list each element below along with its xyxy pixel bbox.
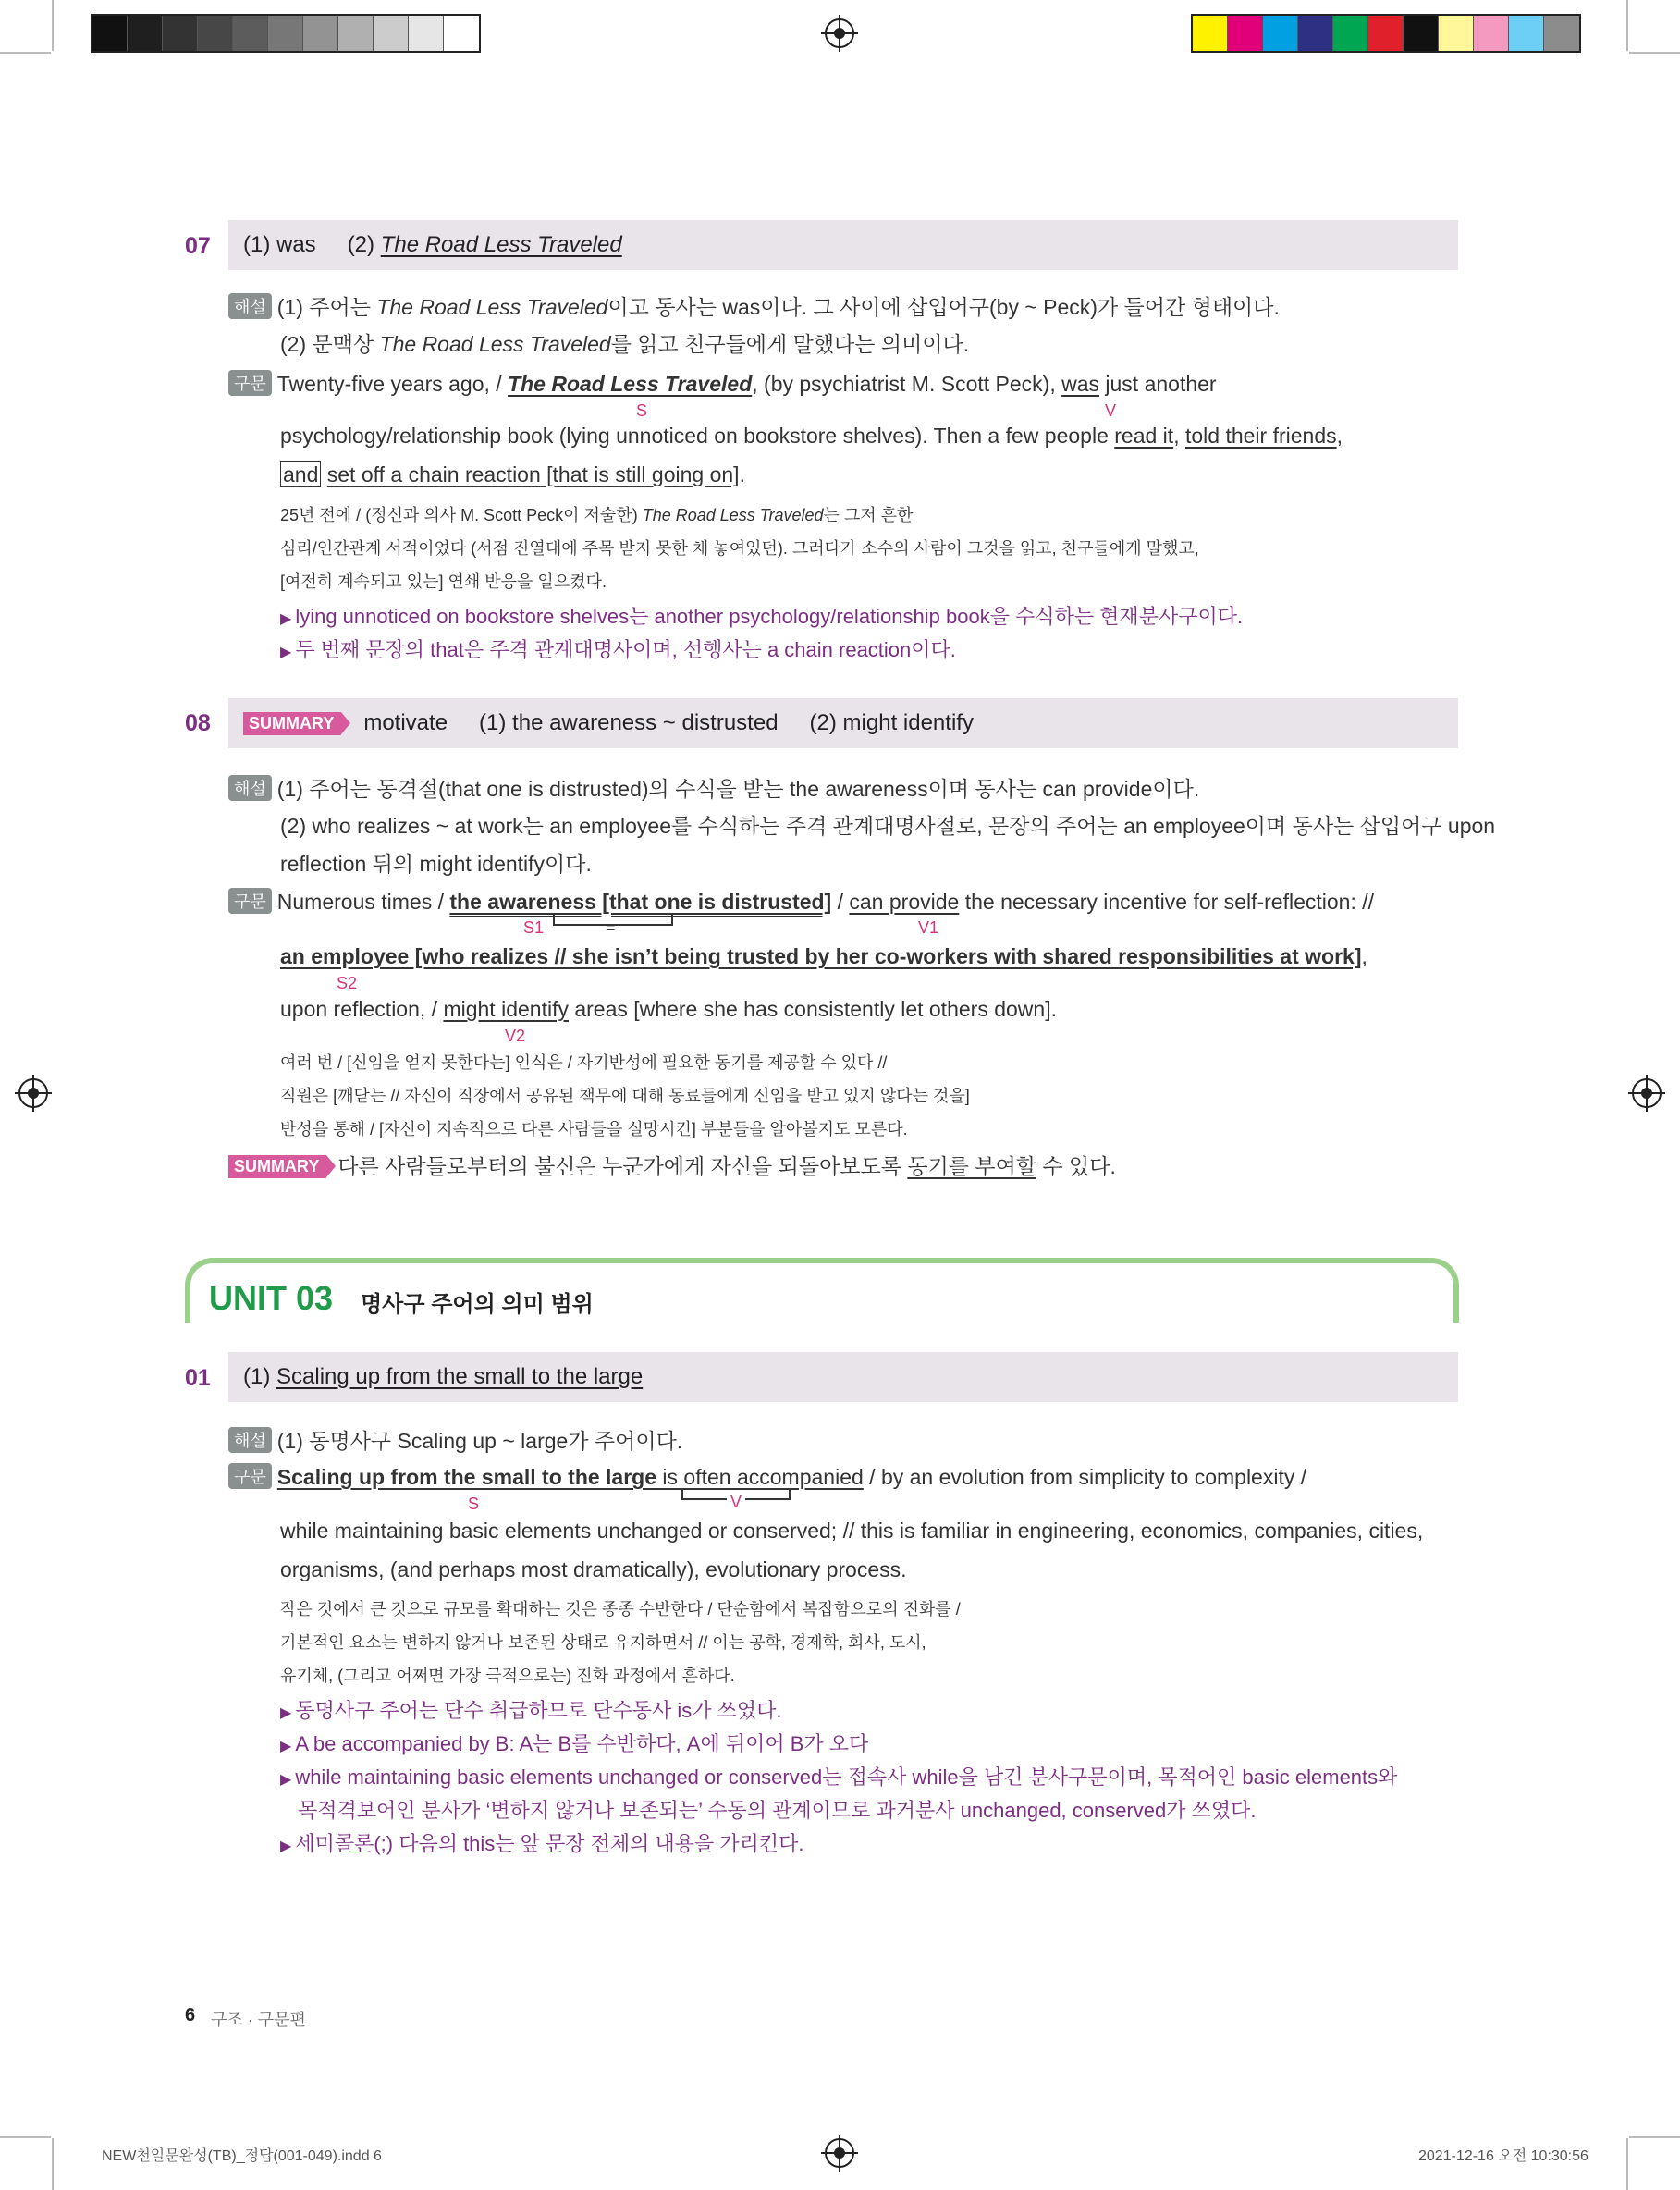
answer-bar [228,1352,1458,1402]
triangle-bullet-icon: ▶ [280,645,292,660]
color-swatch [1263,16,1298,51]
translation-line: [여전히 계속되고 있는] 연쇄 반응을 일으켰다. [280,572,607,591]
color-swatch [1368,16,1404,51]
color-swatch [1509,16,1544,51]
explanation-line: 해설 (1) 주어는 동격절(that one is distrusted)의 수식을 받는 the awareness이며 동사는 can provide이다. [228,772,1199,803]
subject-mark: S [636,401,648,420]
unit-title: UNIT 03 [209,1279,334,1317]
color-swatch [303,16,338,51]
grammar-note: ▶ 세미콜론(;) 다음의 this는 앞 문장 전체의 내용을 가리킨다. [280,1832,804,1855]
crop-mark [1629,52,1680,54]
structure-line: and set off a chain reaction [that is still going on]. [280,462,745,487]
color-swatch [128,16,163,51]
crop-mark [1626,0,1628,51]
grammar-note: ▶ A be accompanied by B: A는 B를 수반하다, A에 뒤이어 B가 오다 [280,1732,869,1755]
grammar-note: ▶ lying unnoticed on bookstore shelves는 another psychology/relationship book을 수식하는 현재분사구이다. [280,605,1244,628]
structure-line: while maintaining basic elements unchanged or conserved; // this is familiar in engineering, economics, companies, cities, [280,1519,1424,1543]
registration-mark-left [18,1078,48,1108]
subject-mark: S2 [337,974,358,992]
triangle-bullet-icon: ▶ [280,1739,292,1754]
haeseol-tag: 해설 [228,775,272,801]
color-swatch [1404,16,1439,51]
color-swatch [268,16,303,51]
color-swatch [338,16,374,51]
color-swatch [374,16,409,51]
color-swatch-bar [1191,14,1581,53]
gumun-tag: 구문 [228,370,272,396]
grammar-note: ▶ while maintaining basic elements unchanged or conserved는 접속사 while을 남긴 분사구문이며, 목적어인 basic elements와 [280,1766,1398,1789]
explanation-line: (2) who realizes ~ at work는 an employee를 수식하는 주격 관계대명사절로, 문장의 주어는 an employee이며 동사는 삽입어구 upon [280,814,1496,838]
explanation-line: 해설 (1) 주어는 The Road Less Traveled이고 동사는 was이다. 그 사이에 삽입어구(by ~ Peck)가 들어간 형태이다. [228,290,1280,321]
explanation-line: reflection 뒤의 might identify이다. [280,852,592,876]
crop-mark [0,52,51,54]
answer-bar [228,698,1458,748]
color-swatch [1544,16,1579,51]
crop-mark [52,2138,54,2190]
summary-line: SUMMARY 다른 사람들로부터의 불신은 누군가에게 자신을 되돌아보도록 동기를 부여할 수 있다. [228,1150,1116,1180]
triangle-bullet-icon: ▶ [280,611,292,627]
translation-line: 유기체, (그리고 어쩌면 가장 극적으로는) 진화 과정에서 흔하다. [280,1667,735,1685]
answer-bar [228,220,1458,270]
structure-line: organisms, (and perhaps most dramatically), evolutionary process. [280,1557,907,1581]
color-swatch [233,16,268,51]
answer-1: (1) Scaling up from the small to the large [243,1364,644,1389]
translation-line: 기본적인 요소는 변하지 않거나 보존된 상태로 유지하면서 // 이는 공학, 경제학, 회사, 도시, [280,1633,926,1652]
translation-line: 반성을 통해 / [자신이 지속적으로 다른 사람들을 실망시킨] 부분들을 알아볼지도 모른다. [280,1120,908,1138]
explanation-line: (2) 문맥상 The Road Less Traveled를 읽고 친구들에게 말했다는 의미이다. [280,332,970,356]
file-slug: NEW천일문완성(TB)_정답(001-049).indd 6 [102,2148,382,2164]
color-swatch [1474,16,1509,51]
section-name: 구조 · 구문편 [211,2011,306,2029]
crop-mark [1629,2136,1680,2138]
haeseol-tag: 해설 [228,1427,272,1453]
question-number: 01 [185,1365,211,1391]
grammar-note: ▶ 동명사구 주어는 단수 취급하므로 단수동사 is가 쓰였다. [280,1699,782,1722]
translation-line: 작은 것에서 큰 것으로 규모를 확대하는 것은 종종 수반한다 / 단순함에서 복잡함으로의 진화를 / [280,1600,961,1618]
answer-1: (1) the awareness ~ distrusted [479,710,779,735]
triangle-bullet-icon: ▶ [280,1772,292,1788]
crop-mark [0,2136,51,2138]
answer-0: motivate [363,710,448,735]
question-number: 07 [185,233,211,259]
translation-line: 직원은 [깨닫는 // 자신이 직장에서 공유된 책무에 대해 동료들에게 신임을 받고 있지 않다는 것을] [280,1087,970,1105]
unit-subtitle: 명사구 주어의 의미 범위 [361,1292,594,1317]
subject-mark: S1 [523,918,545,937]
structure-line: psychology/relationship book (lying unnoticed on bookstore shelves). Then a few people read it, told their friends, [280,424,1343,448]
color-swatch [444,16,479,51]
color-swatch [1298,16,1333,51]
gumun-tag: 구문 [228,888,272,914]
color-swatch [198,16,233,51]
gumun-tag: 구문 [228,1463,272,1489]
verb-mark: V [727,1493,745,1512]
answer-1: (1) was [243,232,316,257]
crop-mark [1626,2138,1628,2190]
date-slug: 2021-12-16 오전 10:30:56 [1418,2148,1588,2164]
gray-swatch-bar [91,14,481,53]
question-number: 08 [185,710,211,736]
grammar-note-continued: 목적격보어인 분사가 ‘변하지 않거나 보존되는’ 수동의 관계이므로 과거분사 unchanged, conserved가 쓰였다. [298,1799,1257,1822]
answer-2: (2) might identify [809,710,974,735]
answer-2: (2) The Road Less Traveled [347,232,622,257]
structure-line: upon reflection, / might identify areas [where she has consistently let others down]. [280,997,1057,1021]
grammar-note: ▶ 두 번째 문장의 that은 주격 관계대명사이며, 선행사는 a chain reaction이다. [280,638,956,661]
registration-mark-right [1632,1078,1662,1108]
structure-line: 구문 Scaling up from the small to the large is often accompanied / by an evolution from simplicity to complexity / [228,1463,1306,1490]
color-swatch [409,16,444,51]
color-swatch [1333,16,1368,51]
structure-line: 구문 Numerous times / the awareness [that one is distrusted] / can provide the necessary incentive for self-reflection: // [228,888,1374,915]
color-swatch [163,16,198,51]
translation-line: 심리/인간관계 서적이었다 (서점 진열대에 주목 받지 못한 채 놓여있던). 그러다가 소수의 사람이 그것을 읽고, 친구들에게 말했고, [280,539,1199,558]
verb-mark: V [1105,401,1117,420]
color-swatch [92,16,128,51]
structure-line: 구문 Twenty-five years ago, / The Road Less Traveled, (by psychiatrist M. Scott Peck), was just another [228,370,1217,397]
triangle-bullet-icon: ▶ [280,1839,292,1854]
registration-mark-bottom [825,2138,854,2168]
summary-tag: SUMMARY [228,1155,326,1178]
equal-mark: = [606,918,616,937]
summary-tag: SUMMARY [243,712,341,735]
registration-mark-top [825,18,854,48]
subject-mark: S [468,1495,480,1513]
verb-mark: V1 [918,918,939,937]
translation-line: 여러 번 / [신임을 얻지 못한다는] 인식은 / 자기반성에 필요한 동기를 제공할 수 있다 // [280,1053,888,1072]
color-swatch [1439,16,1474,51]
explanation-line: 해설 (1) 동명사구 Scaling up ~ large가 주어이다. [228,1424,682,1455]
color-swatch [1193,16,1228,51]
structure-line: an employee [who realizes // she isn’t being trusted by her co-workers with shared responsibilities at work], [280,944,1367,968]
translation-line: 25년 전에 / (정신과 의사 M. Scott Peck이 저술한) The Road Less Traveled는 그저 흔한 [280,506,914,524]
page-number: 6 [185,2005,196,2025]
verb-mark: V2 [505,1027,526,1045]
color-swatch [1228,16,1263,51]
haeseol-tag: 해설 [228,293,272,319]
crop-mark [52,0,54,51]
triangle-bullet-icon: ▶ [280,1705,292,1721]
